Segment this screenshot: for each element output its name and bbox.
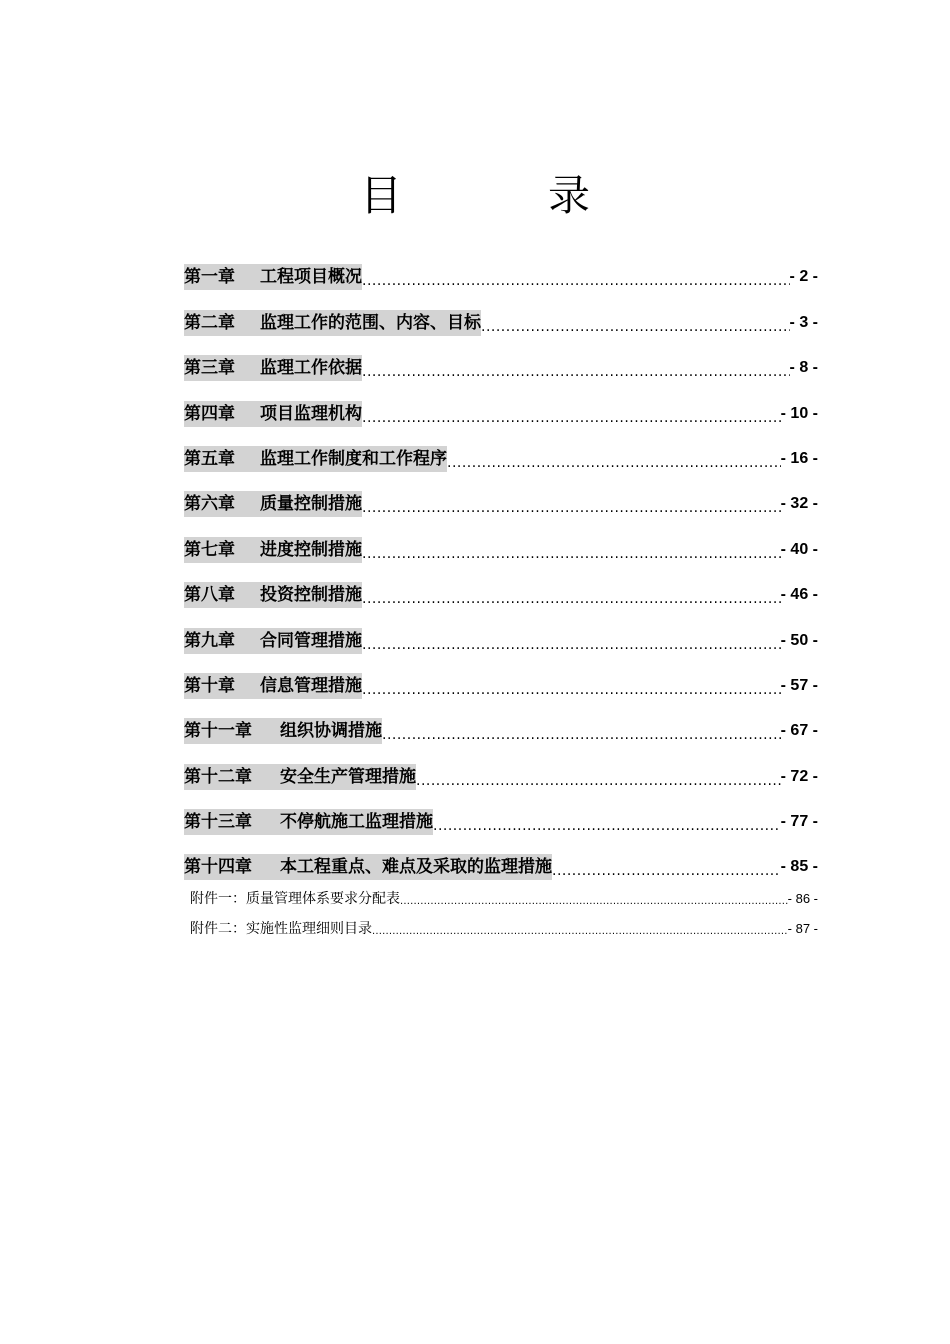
toc-entry[interactable] bbox=[184, 518, 818, 563]
toc-chapter-number: 第四章 bbox=[184, 403, 235, 424]
toc-chapter-title: 信息管理措施 bbox=[260, 675, 362, 696]
toc-chapter-title: 投资控制措施 bbox=[260, 585, 362, 606]
appendix-list bbox=[190, 880, 818, 940]
toc-dot-leader bbox=[447, 445, 781, 473]
toc-entry[interactable] bbox=[184, 700, 818, 745]
toc-chapter-title: 合同管理措施 bbox=[260, 630, 362, 651]
toc-chapter-number: 第十一章 bbox=[184, 721, 252, 742]
toc-entry[interactable] bbox=[184, 337, 818, 382]
toc-chapter-title: 质量控制措施 bbox=[260, 494, 362, 515]
toc-chapter-number: 第二章 bbox=[184, 312, 235, 333]
toc-page-number: - 72 - bbox=[780, 767, 818, 785]
appendix-dot-leader bbox=[372, 918, 788, 940]
toc-entry[interactable] bbox=[184, 791, 818, 836]
toc-chapter-title: 项目监理机构 bbox=[260, 403, 362, 424]
toc-page-number: - 10 - bbox=[780, 404, 818, 422]
toc-entry-label bbox=[184, 582, 362, 608]
toc-chapter-number: 第十三章 bbox=[184, 812, 252, 833]
toc-entry-label bbox=[184, 491, 362, 517]
toc-entry-label bbox=[184, 446, 447, 472]
page-title: 目 录 bbox=[359, 171, 642, 220]
toc-chapter-title: 本工程重点、难点及采取的监理措施 bbox=[280, 857, 552, 878]
toc-dot-leader bbox=[362, 400, 781, 428]
toc-chapter-number: 第九章 bbox=[184, 630, 235, 651]
toc-page-number: - 8 - bbox=[789, 359, 818, 377]
toc-chapter-number: 第八章 bbox=[184, 585, 235, 606]
toc-dot-leader bbox=[362, 536, 781, 564]
toc-chapter-number: 第三章 bbox=[184, 358, 235, 379]
toc-entry[interactable] bbox=[184, 291, 818, 336]
toc-entry-label bbox=[184, 854, 552, 880]
toc-chapter-number: 第十四章 bbox=[184, 857, 252, 878]
toc-entry[interactable] bbox=[184, 564, 818, 609]
toc-chapter-number: 第一章 bbox=[184, 267, 235, 288]
toc-entry[interactable] bbox=[184, 428, 818, 473]
toc-chapter-number: 第十章 bbox=[184, 675, 235, 696]
appendix-title: 附件一：质量管理体系要求分配表 bbox=[190, 891, 400, 907]
toc-dot-leader bbox=[362, 672, 781, 700]
appendix-entry[interactable] bbox=[190, 910, 818, 940]
toc-chapter-title: 安全生产管理措施 bbox=[280, 766, 416, 787]
toc-entry-label bbox=[184, 764, 416, 790]
appendix-page-number: - 87 - bbox=[787, 921, 818, 936]
toc-entry[interactable] bbox=[184, 609, 818, 654]
toc-dot-leader bbox=[433, 808, 781, 836]
toc-entry[interactable] bbox=[184, 382, 818, 427]
toc-dot-leader bbox=[552, 853, 781, 881]
toc-chapter-title: 监理工作制度和工作程序 bbox=[260, 448, 447, 469]
toc-dot-leader bbox=[416, 763, 781, 791]
toc-dot-leader bbox=[481, 309, 790, 337]
toc-entry[interactable] bbox=[184, 745, 818, 790]
appendix-title: 附件二：实施性监理细则目录 bbox=[190, 921, 372, 937]
toc-dot-leader bbox=[362, 627, 781, 655]
toc-dot-leader bbox=[362, 354, 790, 382]
toc-entry[interactable] bbox=[184, 246, 818, 291]
appendix-entry[interactable] bbox=[190, 880, 818, 910]
toc-chapter-title: 监理工作的范围、内容、目标 bbox=[260, 312, 481, 333]
toc-page-number: - 85 - bbox=[780, 858, 818, 876]
toc-chapter-number: 第五章 bbox=[184, 448, 235, 469]
toc-page-number: - 57 - bbox=[780, 676, 818, 694]
toc-entry[interactable] bbox=[184, 473, 818, 518]
toc-chapter-title: 工程项目概况 bbox=[260, 267, 362, 288]
toc-entry-label bbox=[184, 673, 362, 699]
toc-page-number: - 77 - bbox=[780, 813, 818, 831]
toc-dot-leader bbox=[382, 717, 781, 745]
toc-dot-leader bbox=[362, 581, 781, 609]
toc-page-number: - 16 - bbox=[780, 449, 818, 467]
toc-entry-label bbox=[184, 355, 362, 381]
toc-entry-label bbox=[184, 401, 362, 427]
toc-chapter-title: 进度控制措施 bbox=[260, 539, 362, 560]
toc-page-number: - 50 - bbox=[780, 631, 818, 649]
toc-chapter-title: 监理工作依据 bbox=[260, 358, 362, 379]
toc-chapter-title: 组织协调措施 bbox=[280, 721, 382, 742]
toc-entry-label bbox=[184, 264, 362, 290]
toc-chapter-number: 第七章 bbox=[184, 539, 235, 560]
toc-page-number: - 40 - bbox=[780, 540, 818, 558]
toc-entry[interactable] bbox=[184, 836, 818, 881]
appendix-page-number: - 86 - bbox=[787, 891, 818, 906]
toc-chapter-number: 第十二章 bbox=[184, 766, 252, 787]
toc-dot-leader bbox=[362, 490, 781, 518]
toc-page-number: - 2 - bbox=[789, 268, 818, 286]
toc-entry-label bbox=[184, 628, 362, 654]
toc-page-number: - 32 - bbox=[780, 495, 818, 513]
toc-entry-label bbox=[184, 537, 362, 563]
toc-chapter-title: 不停航施工监理措施 bbox=[280, 812, 433, 833]
toc-dot-leader bbox=[362, 263, 790, 291]
toc-page-number: - 46 - bbox=[780, 586, 818, 604]
toc-entry-label bbox=[184, 718, 382, 744]
toc-page-number: - 67 - bbox=[780, 722, 818, 740]
toc-entry-label bbox=[184, 809, 433, 835]
toc-entry-label bbox=[184, 310, 481, 336]
toc-chapter-number: 第六章 bbox=[184, 494, 235, 515]
toc-entry[interactable] bbox=[184, 655, 818, 700]
toc-page-number: - 3 - bbox=[789, 313, 818, 331]
appendix-dot-leader bbox=[400, 888, 788, 910]
toc-list bbox=[184, 246, 818, 881]
